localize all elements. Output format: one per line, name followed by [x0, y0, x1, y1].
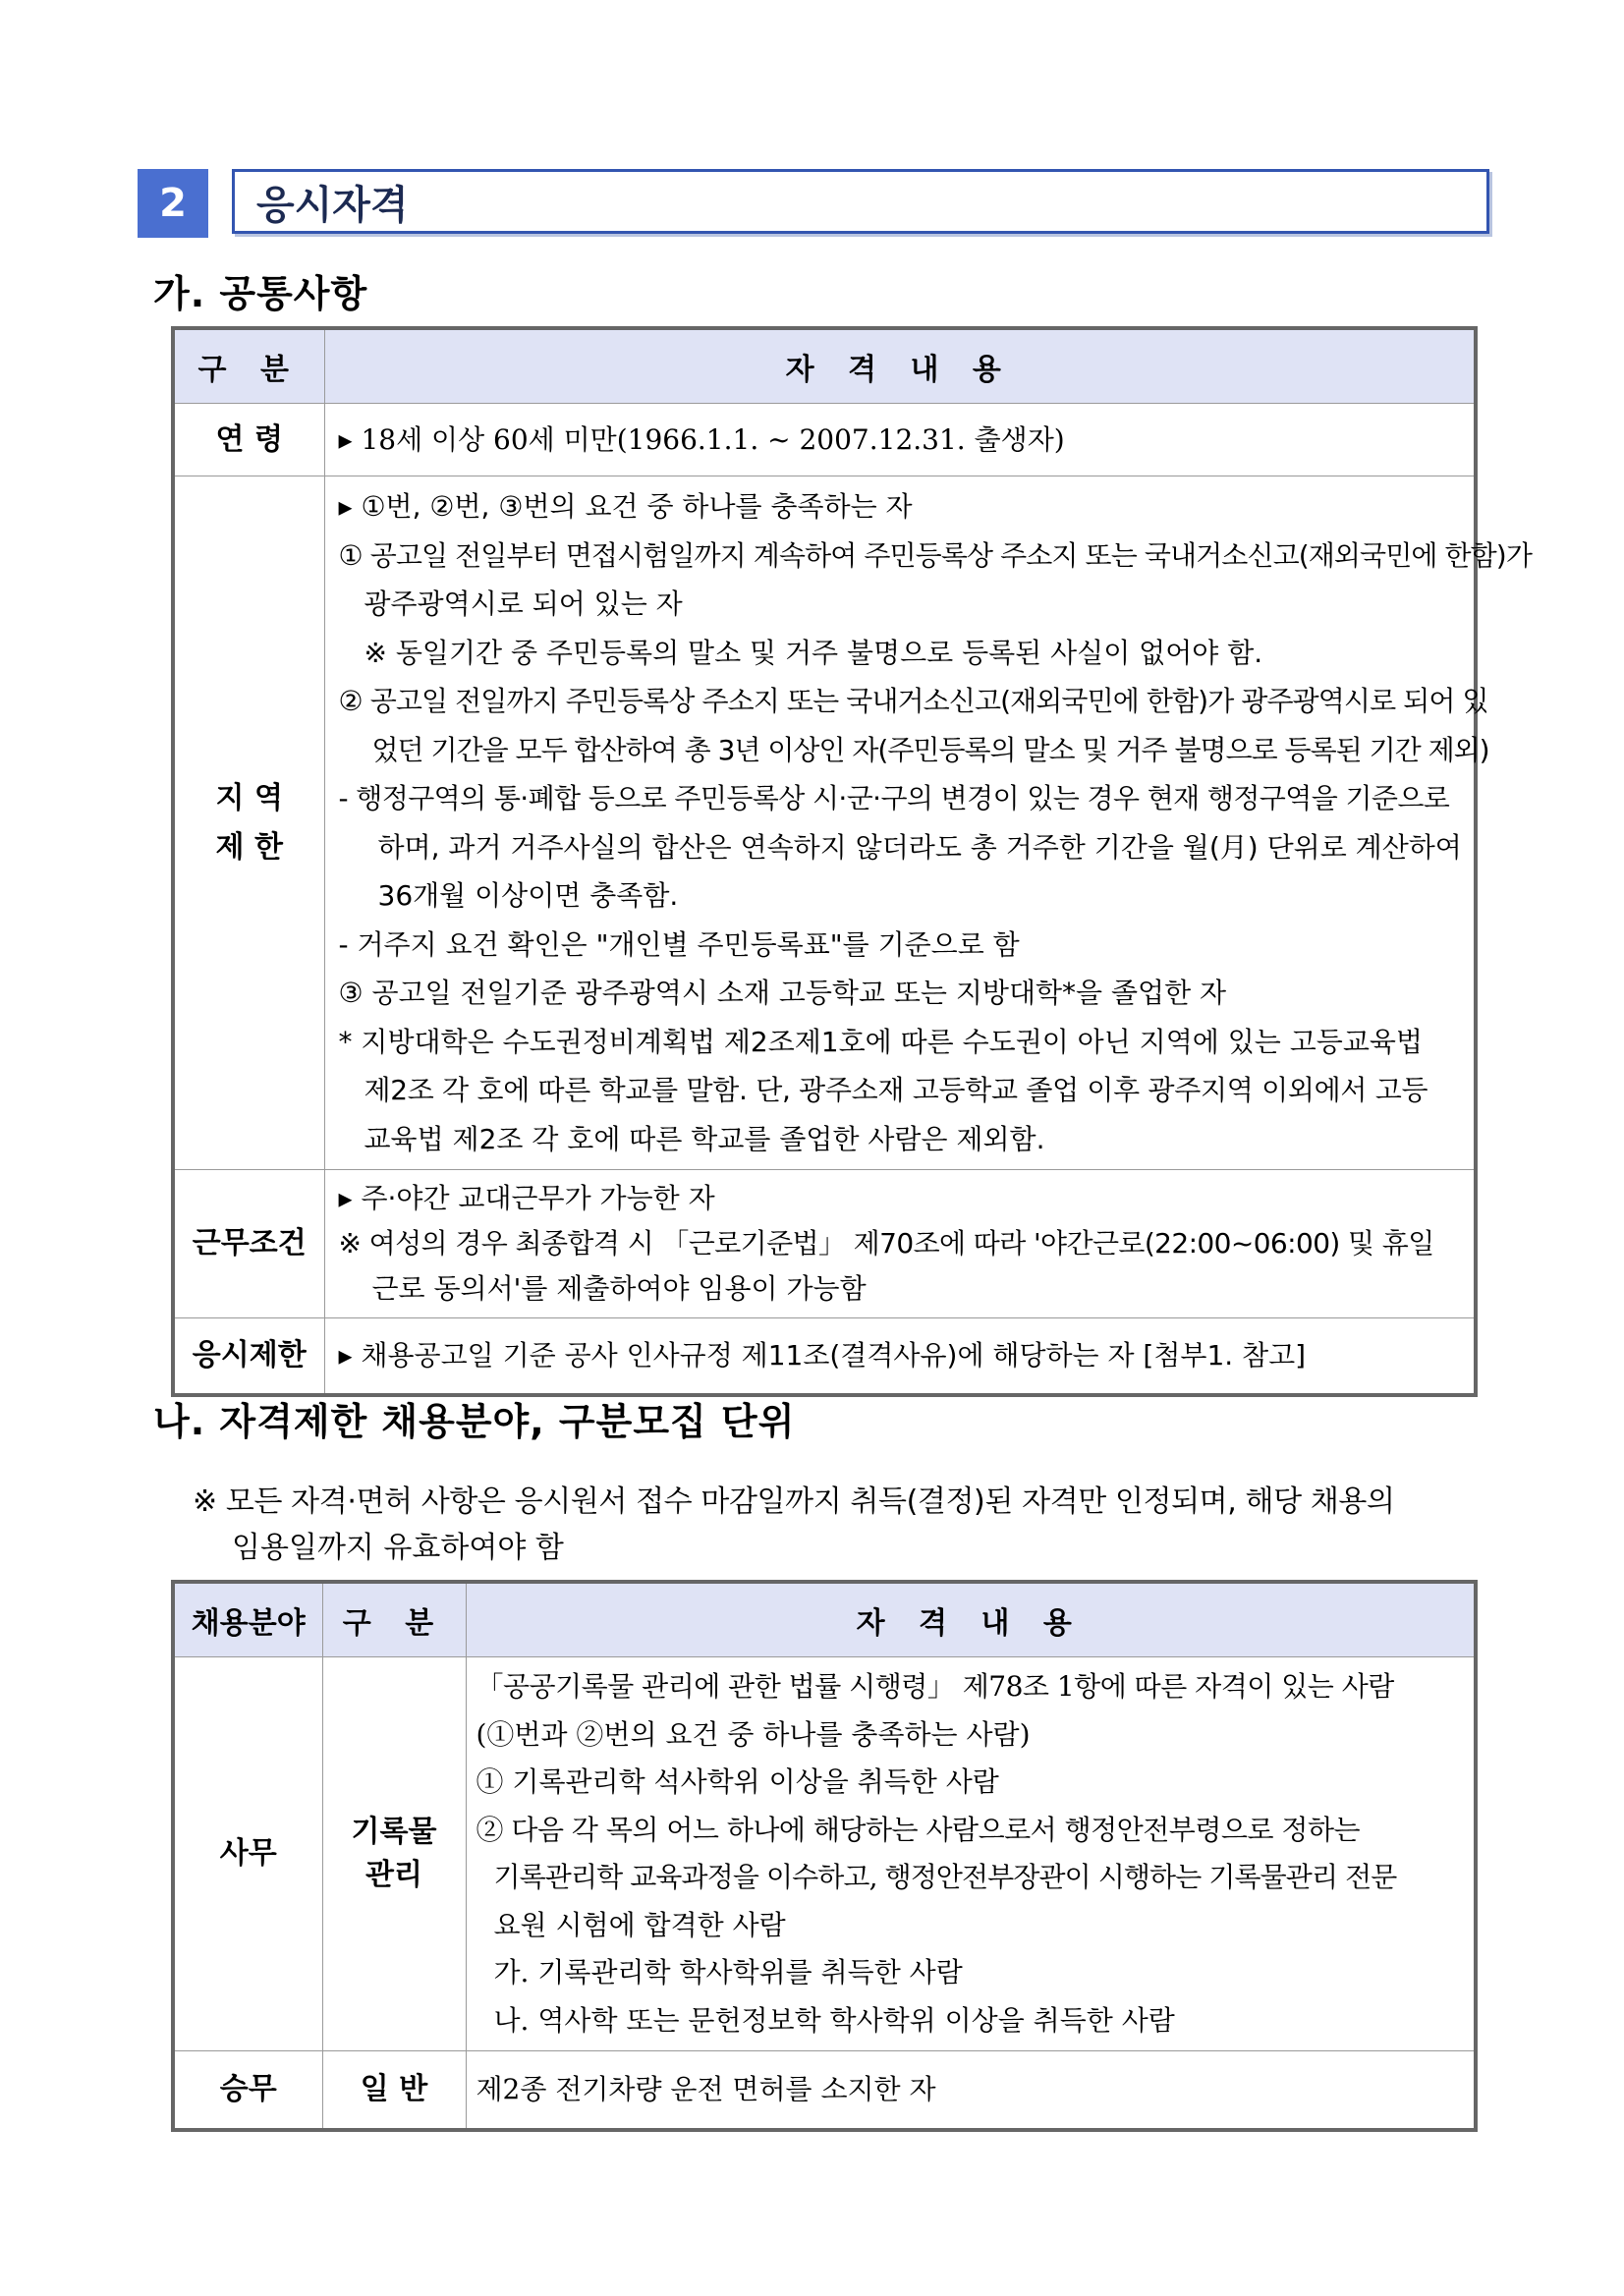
- section-number: 2: [138, 169, 208, 238]
- table-row: [173, 2051, 1476, 2130]
- region-line: 교육법 제2조 각 호에 따른 학교를 졸업한 사람은 제외함.: [364, 1122, 1045, 1155]
- header-content: 자 격 내 용: [466, 1582, 1476, 1657]
- age-text: ▸ 18세 이상 60세 미만(1966.1.1. ~ 2007.12.31. 출생자): [338, 423, 1065, 456]
- restricted-fields-table: [171, 1580, 1478, 2132]
- row-content-work: [324, 1170, 1476, 1318]
- table-header-row: [173, 1582, 1476, 1657]
- field-crew: 승무: [173, 2051, 322, 2130]
- work-line: ▸ 주·야간 교대근무가 가능한 자: [338, 1182, 715, 1214]
- row-label-region: [173, 476, 324, 1170]
- header-category: 구 분: [173, 328, 324, 404]
- note-line: 임용일까지 유효하여야 함: [232, 1531, 564, 1565]
- row-content-restrict: [324, 1318, 1476, 1395]
- office-line: 기록관리학 교육과정을 이수하고, 행정안전부장관이 시행하는 기록물관리 전문: [493, 1861, 1397, 1893]
- table-row: [173, 1657, 1476, 2051]
- row-label-work: 근무조건: [173, 1170, 324, 1318]
- region-line: * 지방대학은 수도권정비계획법 제2조제1호에 따른 수도권이 아닌 지역에 있는 고등교육법: [338, 1025, 1423, 1058]
- region-line: 제2조 각 호에 따른 학교를 말함. 단, 광주소재 고등학교 졸업 이후 광주지역 이외에서 고등: [364, 1074, 1428, 1106]
- type-line: 기록물: [351, 1815, 437, 1849]
- row-content-region: [324, 476, 1532, 1170]
- type-general: 일 반: [322, 2051, 466, 2130]
- office-line: 「공공기록물 관리에 관한 법률 시행령」 제78조 1항에 따른 자격이 있는 사람: [476, 1670, 1394, 1703]
- type-line: 관리: [365, 1858, 422, 1892]
- common-requirements-table: [171, 326, 1532, 1397]
- region-line: 광주광역시로 되어 있는 자: [364, 588, 683, 620]
- content-office: [466, 1657, 1476, 2051]
- header-field: 채용분야: [173, 1582, 322, 1657]
- field-office: 사무: [173, 1657, 322, 2051]
- region-label-line2: 제 한: [215, 829, 283, 865]
- header-content: 자 격 내 용: [324, 328, 1476, 404]
- region-line: 었던 기간을 모두 합산하여 총 3년 이상인 자(주민등록의 말소 및 거주 불명으로 등록된 기간 제외): [371, 733, 1489, 766]
- work-line: ※ 여성의 경우 최종합격 시 「근로기준법」 제70조에 따라 '야간근로(22:00~06:00) 및 휴일: [338, 1227, 1434, 1260]
- region-line: ③ 공고일 전일기준 광주광역시 소재 고등학교 또는 지방대학*을 졸업한 자: [338, 977, 1227, 1009]
- row-label-restrict: 응시제한: [173, 1318, 324, 1395]
- crew-text: 제2종 전기차량 운전 면허를 소지한 자: [476, 2073, 936, 2106]
- office-line: 나. 역사학 또는 문헌정보학 학사학위 이상을 취득한 사람: [493, 2003, 1175, 2037]
- work-line: 근로 동의서'를 제출하여야 임용이 가능함: [371, 1272, 867, 1305]
- region-line: - 거주지 요건 확인은 "개인별 주민등록표"를 기준으로 함: [338, 927, 1020, 961]
- region-line: 36개월 이상이면 충족함.: [377, 879, 679, 912]
- row-content-age: [324, 404, 1476, 476]
- region-line: ▸ ①번, ②번, ③번의 요건 중 하나를 충족하는 자: [338, 490, 913, 523]
- table-row: [173, 1318, 1476, 1395]
- office-line: (①번과 ②번의 요건 중 하나를 충족하는 사람): [476, 1717, 1031, 1751]
- office-line: 가. 기록관리학 학사학위를 취득한 사람: [493, 1956, 963, 1988]
- region-line: - 행정구역의 통·폐합 등으로 주민등록상 시·군·구의 변경이 있는 경우 현재 행정구역을 기준으로: [338, 782, 1450, 814]
- table-header-row: [173, 328, 1476, 404]
- type-records: [322, 1657, 466, 2051]
- region-label-line1: 지 역: [215, 780, 283, 815]
- content-crew: [466, 2051, 1476, 2130]
- qualification-note: [193, 1479, 1395, 1571]
- office-line: ② 다음 각 목의 어느 하나에 해당하는 사람으로서 행정안전부령으로 정하는: [476, 1813, 1361, 1846]
- table-row: [173, 1170, 1476, 1318]
- region-line: ① 공고일 전일부터 면접시험일까지 계속하여 주민등록상 주소지 또는 국내거소신고(재외국민에 한함)가: [338, 538, 1532, 572]
- region-line: ※ 동일기간 중 주민등록의 말소 및 거주 불명으로 등록된 사실이 없어야 함.: [364, 636, 1263, 669]
- region-line: 하며, 과거 거주사실의 합산은 연속하지 않더라도 총 거주한 기간을 월(月) 단위로 계산하여: [377, 830, 1462, 864]
- header-category: 구 분: [322, 1582, 466, 1657]
- section-title: 응시자격: [232, 169, 1489, 234]
- section-header: [138, 169, 1493, 238]
- part-b-heading: 나. 자격제한 채용분야, 구분모집 단위: [153, 1400, 796, 1443]
- region-line: ② 공고일 전일까지 주민등록상 주소지 또는 국내거소신고(재외국민에 한함)가 광주광역시로 되어 있: [338, 685, 1488, 717]
- note-line: ※ 모든 자격·면허 사항은 응시원서 접수 마감일까지 취득(결정)된 자격만 인정되며, 해당 채용의: [193, 1484, 1395, 1519]
- restrict-text: ▸ 채용공고일 기준 공사 인사규정 제11조(결격사유)에 해당하는 자 [첨부1. 참고]: [338, 1339, 1307, 1372]
- office-line: 요원 시험에 합격한 사람: [493, 1908, 786, 1941]
- table-row: [173, 404, 1476, 476]
- table-row: [173, 476, 1476, 1170]
- row-label-age: 연 령: [173, 404, 324, 476]
- part-a-heading: 가. 공통사항: [153, 272, 368, 315]
- office-line: ① 기록관리학 석사학위 이상을 취득한 사람: [476, 1765, 999, 1798]
